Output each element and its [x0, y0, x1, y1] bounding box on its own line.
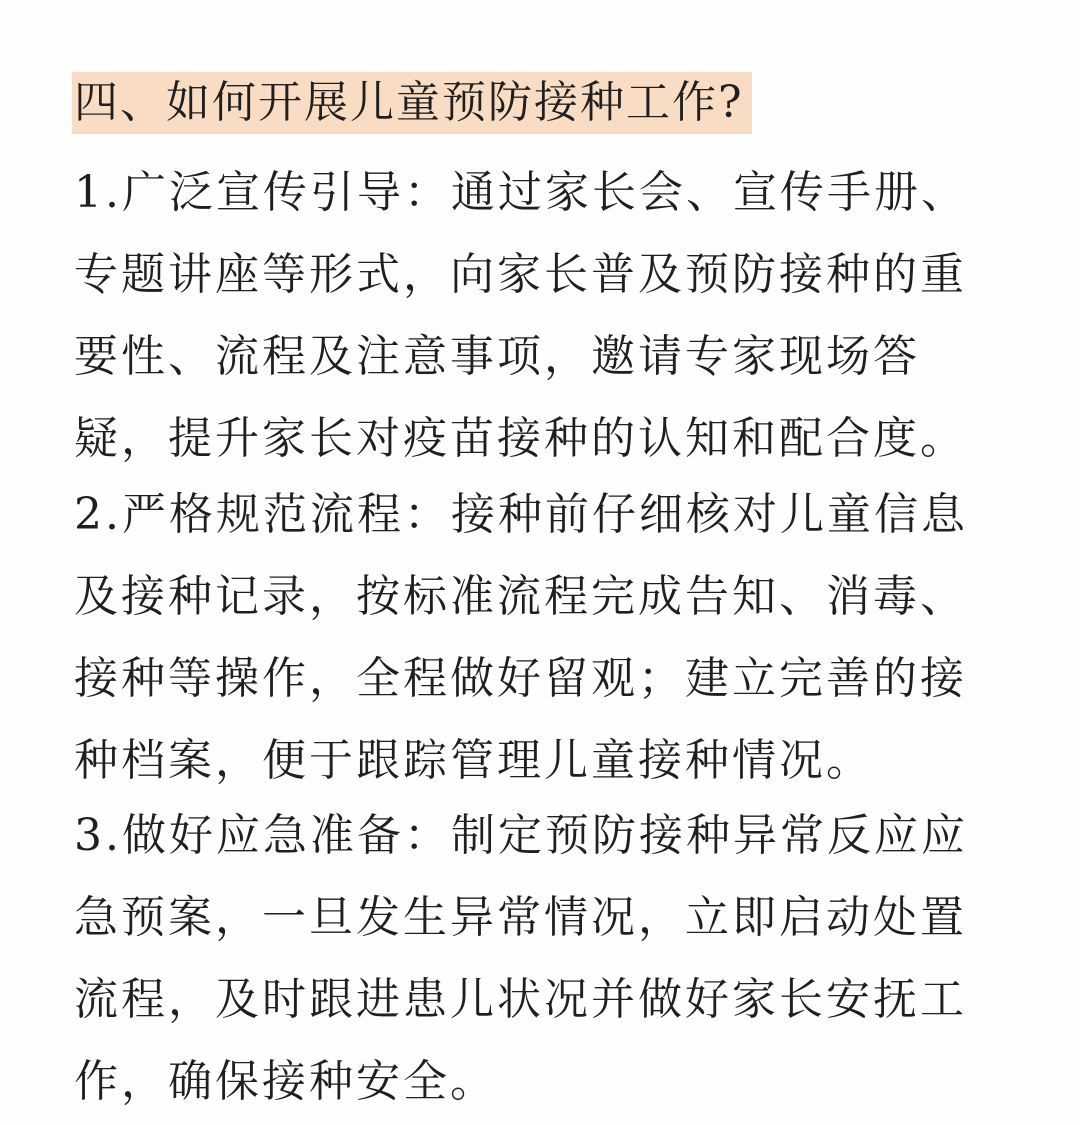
paragraph-process [74, 474, 1014, 802]
paragraph-line: 1.广泛宣传引导：通过家长会、宣传手册、 [74, 167, 968, 218]
section-heading: 四、如何开展儿童预防接种工作? [72, 72, 752, 134]
paragraph-line: 专题讲座等形式，向家长普及预防接种的重 [74, 249, 967, 300]
paragraph-line: 种档案，便于跟踪管理儿童接种情况。 [74, 735, 873, 786]
paragraph-line: 3.做好应急准备：制定预防接种异常反应应 [74, 810, 968, 861]
paragraph-line: 急预案，一旦发生异常情况，立即启动处置 [74, 892, 967, 943]
paragraph-line: 2.严格规范流程：接种前仔细核对儿童信息 [74, 489, 968, 540]
paragraph-line: 疑，提升家长对疫苗接种的认知和配合度。 [74, 413, 967, 464]
paragraph-line: 要性、流程及注意事项，邀请专家现场答 [74, 331, 920, 382]
paragraph-publicity [74, 152, 1014, 480]
paragraph-line: 作，确保接种安全。 [74, 1056, 497, 1107]
paragraph-line: 流程，及时跟进患儿状况并做好家长安抚工 [74, 974, 967, 1025]
paragraph-line: 接种等操作，全程做好留观；建立完善的接 [74, 653, 967, 704]
paragraph-line: 及接种记录，按标准流程完成告知、消毒、 [74, 571, 967, 622]
paragraph-emergency [74, 795, 1014, 1123]
